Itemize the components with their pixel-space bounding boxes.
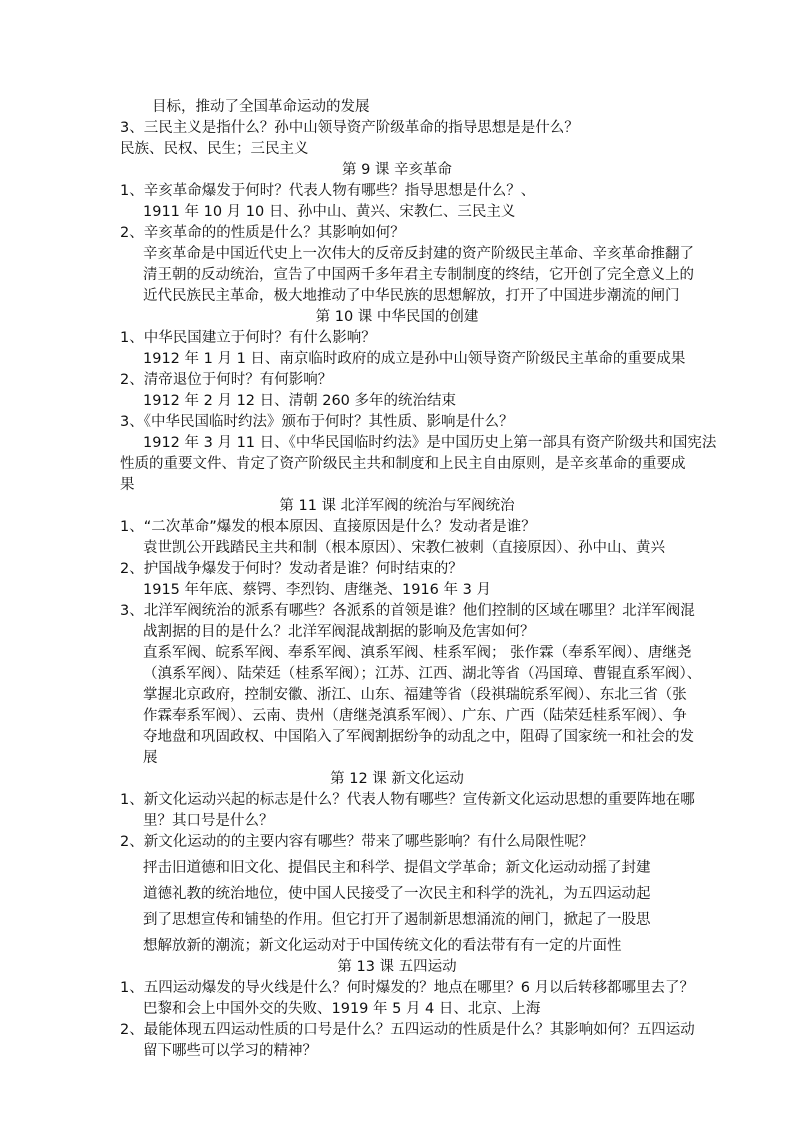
question-line: 战割据的目的是什么？北洋军阀混战割据的影响及危害如何？ [143,624,535,640]
answer-line: 民族、民权、民生；三民主义 [120,141,309,157]
question-line: 留下哪些可以学习的精神？ [143,1043,317,1059]
lesson-heading: 第 10 课 中华民国的创建 [315,309,479,325]
question-line: 3、北洋军阀统治的派系有哪些？各派系的首领是谁？他们控制的区域在哪里？北洋军阀混 [120,603,695,619]
answer-line: 到了思想宣传和铺垫的作用。但它打开了遏制新思想涌流的闸门，掀起了一股思 [143,912,651,928]
question-line: 3、三民主义是指什么？孙中山领导资产阶级革命的指导思想是是什么？ [120,120,579,136]
answer-line: 1915 年年底、蔡锷、李烈钧、唐继尧、1916 年 3 月 [143,582,491,598]
lesson-heading: 第 9 课 辛亥革命 [341,162,453,178]
question-line: 2、护国战争爆发于何时？发动者是谁？何时结束的？ [120,561,463,577]
answer-line: 近代民族民主革命，极大地推动了中华民族的思想解放，打开了中国进步潮流的闸门 [143,288,680,304]
answer-line: 袁世凯公开践踏民主共和制（根本原因）、宋教仁被刺（直接原因）、孙中山、黄兴 [143,540,665,556]
answer-line: 性质的重要文件、肯定了资产阶级民主共和制度和上民主自由原则，是辛亥革命的重要成 [120,456,686,472]
question-line: 里？其口号是什么？ [143,813,274,829]
answer-line: 1911 年 10 月 10 日、孙中山、黄兴、宋教仁、三民主义 [143,204,516,220]
answer-line: 展 [143,750,158,766]
answer-line: 果 [120,477,135,493]
question-line: 1、“二次革命”爆发的根本原因、直接原因是什么？发动者是谁？ [120,519,536,535]
question-line: 1、辛亥革命爆发于何时？代表人物有哪些？指导思想是什么？、 [120,183,536,199]
question-line: 2、清帝退位于何时？有何影响？ [120,372,333,388]
lesson-heading: 第 13 课 五四运动 [337,959,457,975]
answer-line: 想解放新的潮流；新文化运动对于中国传统文化的看法带有有一定的片面性 [143,938,622,954]
answer-line: 作霖奉系军阀）、云南、贵州（唐继尧滇系军阀）、广东、广西（陆荣廷桂系军阀）、争 [143,708,687,724]
answer-line: 辛亥革命是中国近代史上一次伟大的反帝反封建的资产阶级民主革命、辛亥革命推翻了 [143,246,694,262]
question-line: 3、《中华民国临时约法》颁布于何时？其性质、影响是什么？ [120,414,514,430]
answer-line: （滇系军阀）、陆荣廷（桂系军阀）；江苏、江西、湖北等省（冯国璋、曹锟直系军阀）、 [143,666,702,682]
text-line: 目标，推动了全国革命运动的发展 [152,99,370,115]
question-line: 1、新文化运动兴起的标志是什么？代表人物有哪些？宣传新文化运动思想的重要阵地在哪 [120,792,695,808]
lesson-heading: 第 11 课 北洋军阀的统治与军阀统治 [279,498,515,514]
answer-line: 1912 年 2 月 12 日、清朝 260 多年的统治结束 [143,393,457,409]
answer-line: 1912 年 3 月 11 日、《中华民国临时约法》是中国历史上第一部具有资产阶级共和国宪法 [143,435,717,451]
answer-line: 1912 年 1 月 1 日、南京临时政府的成立是孙中山领导资产阶级民主革命的重要成果 [143,351,686,367]
question-line: 1、中华民国建立于何时？有什么影响？ [120,330,376,346]
answer-line: 抨击旧道德和旧文化、提倡民主和科学、提倡文学革命；新文化运动动摇了封建 [143,860,651,876]
answer-line: 道德礼教的统治地位，使中国人民接受了一次民主和科学的洗礼，为五四运动起 [143,886,651,902]
answer-line: 清王朝的反动统治，宣告了中国两千多年君主专制制度的终结，它开创了完全意义上的 [143,267,694,283]
lesson-heading: 第 12 课 新文化运动 [330,771,464,787]
question-line: 2、新文化运动的的主要内容有哪些？带来了哪些影响？有什么局限性呢？ [120,834,594,850]
answer-line: 巴黎和会上中国外交的失败、1919 年 5 月 4 日、北京、上海 [143,1001,541,1017]
answer-line: 夺地盘和巩固政权、中国陷入了军阀割据纷争的动乱之中，阻碍了国家统一和社会的发 [143,729,694,745]
question-line: 2、辛亥革命的的性质是什么？其影响如何？ [120,225,405,241]
answer-line: 掌握北京政府，控制安徽、浙江、山东、福建等省（段祺瑞皖系军阀）、东北三省（张 [143,687,687,703]
question-line: 2、最能体现五四运动性质的口号是什么？五四运动的性质是什么？其影响如何？五四运动 [120,1022,695,1038]
question-line: 1、五四运动爆发的导火线是什么？何时爆发的？地点在哪里？6 月以后转移都哪里去了？ [120,980,695,996]
answer-line: 直系军阀、皖系军阀、奉系军阀、滇系军阀、桂系军阀； 张作霖（奉系军阀）、唐继尧 [143,645,692,661]
